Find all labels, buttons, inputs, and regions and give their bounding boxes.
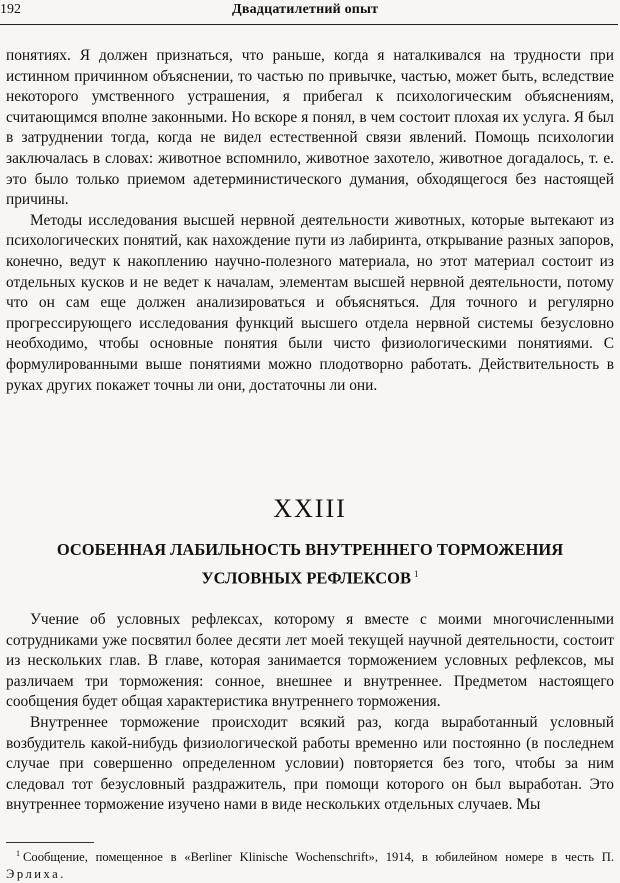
- chapter-title-line-2: [0, 562, 620, 591]
- running-title: Двадцатилетний опыт: [232, 2, 379, 17]
- chapter-title: [0, 538, 620, 591]
- footnote-end: .: [60, 867, 64, 882]
- footnote-name: Эрлиха: [6, 867, 61, 882]
- text-block-top: [6, 46, 614, 396]
- footnote: [6, 845, 614, 883]
- chapter-title-line-2-text: УСЛОВНЫХ РЕФЛЕКСОВ: [201, 568, 411, 588]
- paragraph: понятиях. Я должен признаться, что раньше, когда я наталкивался на трудности при истинном причинном объяснении, то частью по привычке, частью, может быть, вследствие некоторого умственного устрашения, я прибегал к психологическим объяснениям, считающимся вполне законными. Но вскоре я понял, в чем состоит плохая их услуга. Я был в затруднении тогда, когда не видел естественной связи явлений. Помощь психологии заключалась в словах: животное вспомнило, животное захотело, животное догадалось, т. е. это было только приемом адетерминистического думания, обходящегося без настоящей причины.: [6, 47, 614, 209]
- chapter-number: XXIII: [273, 494, 347, 523]
- chapter-title-line: ОСОБЕННАЯ ЛАБИЛЬНОСТЬ ВНУТРЕННЕГО ТОРМОЖЕНИЯ: [56, 540, 564, 559]
- footnote-mark: 1: [16, 849, 20, 858]
- footnote-reference: 1: [413, 569, 419, 579]
- paragraph: Учение об условных рефлексах, которому я вместе с моими многочисленными сотрудниками уже посвятил более десяти лет моей текущей научной деятельности, состоит из нескольких глав. В главе, которая занимается торможением условных рефлексов, мы различаем три торможения: сонное, внешнее и внутреннее. Предметом настоящего сообщения будет общая характеристика внутреннего торможения.: [6, 611, 614, 711]
- page-number: 192: [0, 2, 21, 17]
- paragraph: Методы исследования высшей нервной деятельности животных, которые вытекают из психологических понятий, как нахождение пути из лабиринта, открывание разных запоров, конечно, ведут к накоплению научно-полезного материала, но этот материал состоит из отдельных кусков и не ведет к началам, элементам высшей нервной деятельности, потому что он сам еще должен анализироваться и объясняться. Для точного и регулярно прогрессирующего исследования функций высшего отдела нервной системы безусловно необходимо, чтобы основные понятия были чисто физиологическими понятиями. С формулированными выше понятиями можно плодотворно работать. Действительность в руках других покажет точны ли они, достаточны ли они.: [6, 211, 614, 394]
- footnote-divider: [6, 842, 94, 843]
- footnote-text: Сообщение, помещенное в «Berliner Klinische Wochenschrift», 1914, в юбилейном номере в честь П.: [23, 850, 614, 865]
- page-header: [0, 0, 618, 25]
- paragraph: Внутреннее торможение происходит всякий раз, когда выработанный условный возбудитель какой-нибудь физиологической работы временно или постоянно (в последнем случае при совершенно определенном условии) повторяется без того, чтобы за ним следовал тот безусловный раздражитель, при помощи которого он был выработан. Это внутреннее торможение изучено нами в виде нескольких отдельных случаев. Мы: [6, 713, 614, 814]
- text-block-bottom: [6, 610, 614, 816]
